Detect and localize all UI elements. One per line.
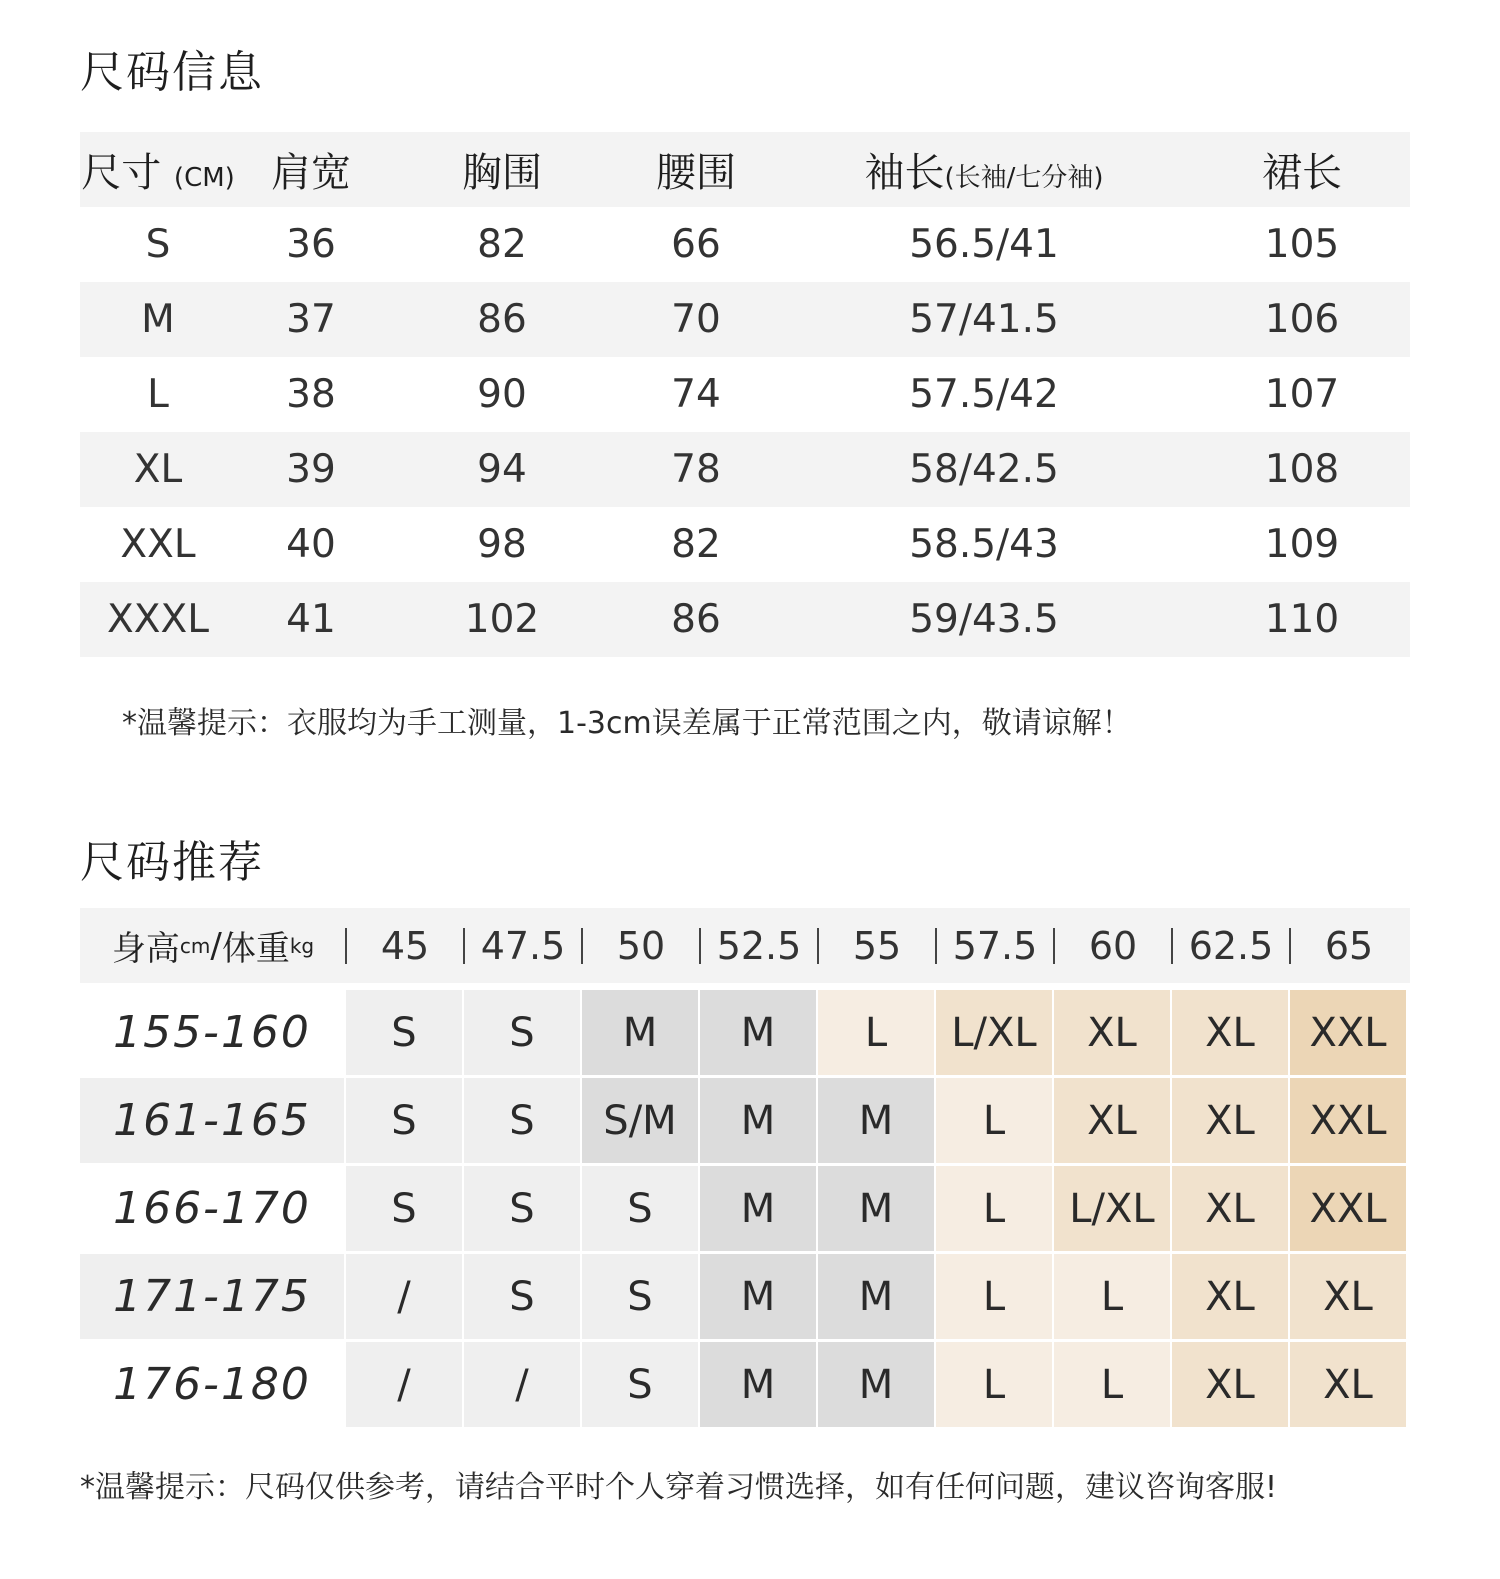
table-row [80,357,1410,432]
header-sleeve: 袖长(长袖/七分袖) [774,132,1194,207]
table-cell: 36 [286,222,336,267]
table-cell: 78 [618,432,774,507]
recommended-size-cell: L [818,990,934,1075]
header-waist: 腰围 [618,132,774,207]
table-row [80,207,1410,282]
recommended-size-cell: L [936,1166,1052,1251]
table-cell: 37 [236,282,386,357]
recommended-size-cell: L [936,1254,1052,1339]
table-cell: 40 [286,522,336,567]
table-cell: 39 [236,432,386,507]
weight-header: 55 [852,923,902,968]
table-cell: 106 [1194,282,1410,357]
recommended-size-cell: M [700,1342,816,1427]
table-cell: 56.5/41 [909,222,1059,267]
recommended-size-cell: XL [1290,1254,1406,1339]
recommended-size-cell: M [700,990,816,1075]
height-weight-corner: 身高 cm / 体重 kg [111,925,315,969]
recommended-size-cell: M [582,990,698,1075]
height-range-label: 161-165 [80,1078,344,1163]
weight-header: 57.5 [952,923,1038,968]
recommended-size-cell: M [700,1078,816,1163]
weight-header: 52.5 [716,923,802,968]
weight-header: 62.5 [1188,923,1274,968]
recommended-size-cell: XXL [1290,1078,1406,1163]
recommended-size-cell: / [464,1342,580,1427]
table-cell: L [147,372,169,417]
table-row [80,582,1410,657]
table-cell: 59/43.5 [774,582,1194,657]
size-table-header [80,132,1410,207]
table-cell: 82 [477,222,527,267]
table-cell: 86 [386,282,618,357]
recommended-size-cell: XL [1172,1254,1288,1339]
recommended-size-cell: XXL [1290,990,1406,1075]
height-range-label: 171-175 [80,1254,344,1339]
weight-header: 60 [1088,923,1138,968]
table-cell: 57.5/42 [909,372,1059,417]
recommended-size-cell: L/XL [1054,1166,1170,1251]
table-cell: 108 [1194,432,1410,507]
table-cell: S [145,222,171,267]
table-cell: XXXL [80,582,236,657]
recommended-size-cell: L [936,1078,1052,1163]
table-cell: 66 [671,222,721,267]
recommended-size-cell: XL [1172,1342,1288,1427]
table-cell: 41 [236,582,386,657]
table-cell: 38 [286,372,336,417]
recommended-size-cell: S [582,1254,698,1339]
header-skirt: 裙长 [1194,132,1410,207]
table-cell: 70 [618,282,774,357]
recommended-size-cell: M [818,1166,934,1251]
recommended-size-cell: S [346,990,462,1075]
table-cell: M [80,282,236,357]
table-cell: 110 [1194,582,1410,657]
table-cell: 102 [386,582,618,657]
size-info-table [80,132,1410,657]
table-cell: 58.5/43 [909,522,1059,567]
recommended-size-cell: L [936,1342,1052,1427]
recommended-size-cell: XL [1172,990,1288,1075]
weight-header: 47.5 [480,923,566,968]
recommended-size-cell: XL [1172,1078,1288,1163]
recommendation-row [80,1342,1410,1427]
recommended-size-cell: XL [1054,1078,1170,1163]
table-row [80,507,1410,582]
weight-header: 65 [1324,923,1374,968]
recommended-size-cell: XXL [1290,1166,1406,1251]
size-info-title: 尺码信息 [80,47,264,98]
table-cell: 98 [477,522,527,567]
recommended-size-cell: S [464,1166,580,1251]
height-range-label: 166-170 [80,1166,344,1251]
table-cell: 105 [1264,222,1340,267]
measurement-note: *温馨提示：衣服均为手工测量，1-3cm误差属于正常范围之内，敬请谅解！ [122,706,1132,741]
recommendation-row [80,1166,1410,1251]
table-row [80,432,1410,507]
recommended-size-cell: XL [1290,1342,1406,1427]
recommended-size-cell: S [464,990,580,1075]
table-cell: 82 [671,522,721,567]
table-cell: 58/42.5 [774,432,1194,507]
recommended-size-cell: XL [1172,1166,1288,1251]
recommendation-row [80,1078,1410,1163]
recommended-size-cell: L [1054,1254,1170,1339]
recommended-size-cell: M [818,1342,934,1427]
weight-header: 45 [380,923,430,968]
recommended-size-cell: XL [1054,990,1170,1075]
recommended-size-cell: M [818,1254,934,1339]
table-cell: 74 [671,372,721,417]
table-cell: 57/41.5 [774,282,1194,357]
recommended-size-cell: S [346,1166,462,1251]
recommended-size-cell: L/XL [936,990,1052,1075]
height-range-label: 176-180 [80,1342,344,1427]
recommended-size-cell: S [464,1254,580,1339]
header-shoulder: 肩宽 [236,132,386,207]
recommended-size-cell: M [700,1166,816,1251]
recommendation-header [80,908,1410,983]
size-recommendation-title: 尺码推荐 [80,837,264,888]
recommended-size-cell: S [582,1166,698,1251]
recommended-size-cell: L [1054,1342,1170,1427]
recommended-size-cell: / [346,1342,462,1427]
table-cell: 107 [1264,372,1340,417]
recommended-size-cell: / [346,1254,462,1339]
header-size: 尺寸 (CM) [80,132,236,207]
weight-header: 50 [616,923,666,968]
recommended-size-cell: M [700,1254,816,1339]
recommended-size-cell: M [818,1078,934,1163]
recommendation-note: *温馨提示：尺码仅供参考，请结合平时个人穿着习惯选择，如有任何问题，建议咨询客服! [80,1470,1278,1505]
header-bust: 胸围 [386,132,618,207]
table-cell: 109 [1264,522,1340,567]
recommendation-row [80,990,1410,1075]
height-range-label: 155-160 [80,990,344,1075]
table-cell: 94 [386,432,618,507]
recommended-size-cell: S [582,1342,698,1427]
table-cell: XL [80,432,236,507]
recommended-size-cell: S [464,1078,580,1163]
table-cell: 86 [618,582,774,657]
recommendation-row [80,1254,1410,1339]
recommended-size-cell: S/M [582,1078,698,1163]
table-row [80,282,1410,357]
table-cell: XXL [120,522,196,567]
table-cell: 90 [477,372,527,417]
recommended-size-cell: S [346,1078,462,1163]
